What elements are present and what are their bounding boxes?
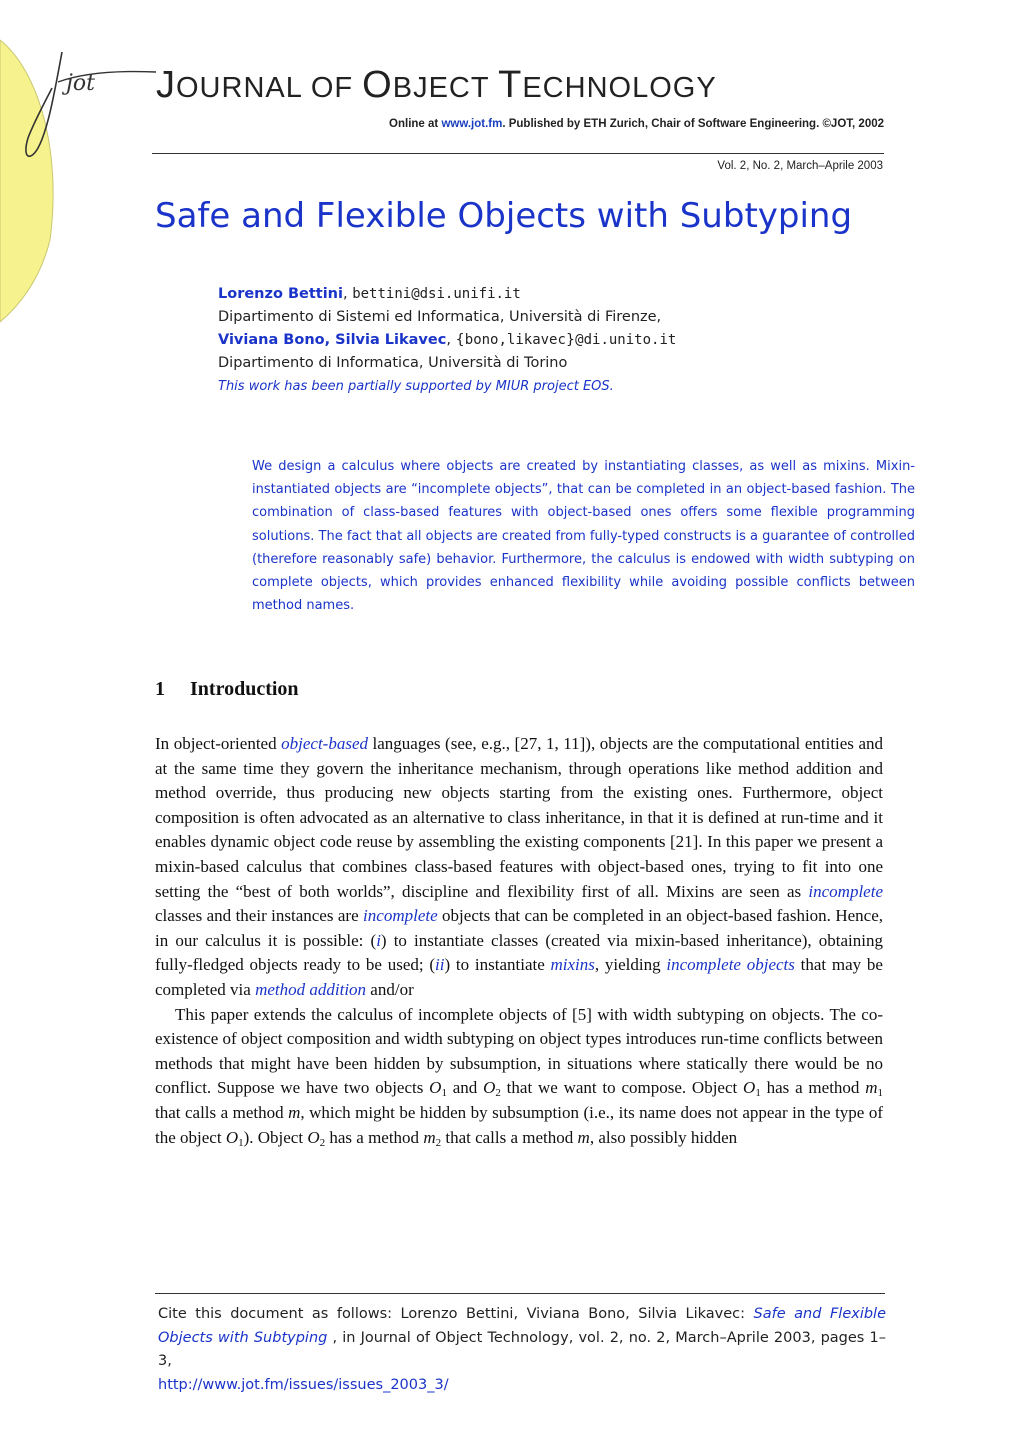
journal-title-bject: BJECT bbox=[392, 72, 499, 104]
journal-subtitle bbox=[314, 118, 884, 130]
volume-info: Vol. 2, No. 2, March–Aprile 2003 bbox=[717, 160, 883, 172]
text-run: languages (see, e.g., [27, 1, 11]), objects are the computational entities and at the same time they govern the inheritance mechanism, through operations like method addition and method override, thus producing new objects starting from the existing ones. Furthermore, object composition is often advocated as an alternative to class inheritance, in that it is defined at run-time and it enables dynamic object code reuse by assembling the existing components [21]. In this paper we present a mixin-based calculus that combines class-based features with object-based ones, trying to fit into one setting the “best of both worlds”, discipline and flexibility first of all. Mixins are seen as bbox=[155, 734, 884, 901]
citation-block bbox=[158, 1303, 886, 1397]
text-run: and bbox=[446, 1078, 484, 1098]
math-sub: 2 bbox=[495, 1087, 501, 1100]
text-run: that calls a method bbox=[155, 1102, 289, 1122]
math-sub: 1 bbox=[755, 1087, 761, 1100]
emphasis: i bbox=[376, 930, 381, 950]
emphasis: incomplete bbox=[363, 906, 438, 926]
text-run: has a method bbox=[760, 1078, 866, 1098]
cite-suffix: , in Journal of Object Technology, vol. 2, no. 2, March–Aprile 2003, pages 1–3, bbox=[158, 1329, 886, 1369]
emphasis: incomplete objects bbox=[666, 955, 795, 975]
math-sub: 2 bbox=[435, 1136, 442, 1149]
text-run: that calls a method bbox=[441, 1127, 578, 1147]
math-var: O bbox=[483, 1078, 496, 1098]
math-var: O bbox=[429, 1078, 442, 1098]
math-sub: 1 bbox=[441, 1087, 447, 1100]
math-sub: 1 bbox=[238, 1136, 244, 1149]
math-var: m bbox=[288, 1102, 301, 1122]
journal-sub-prefix: Online at bbox=[389, 118, 442, 130]
journal-site-link[interactable]: www.jot.fm bbox=[441, 118, 503, 130]
abstract: We design a calculus where objects are created by instantiating classes, as well as mixins. Mixin-instantiated objects are “incomplete objects”, that can be completed in an object-based fashion. The combination of class-based features with object-based ones offers some flexible programming solutions. The fact that all objects are created from fully-typed constructs is a guarantee of controlled (therefore reasonably safe) behavior. Furthermore, the calculus is endowed with width subtyping on complete objects, which provides enhanced flexibility while avoiding possible conflicts between method names. bbox=[252, 459, 915, 614]
text-run: In object-oriented bbox=[155, 734, 282, 753]
math-sub: 2 bbox=[319, 1136, 326, 1149]
body-text bbox=[155, 732, 883, 1150]
text-run: This paper extends the calculus of incomplete objects of [5] with width subtyping on objects. The co-existence of object composition and width subtyping on object types introduces run-time conflicts between methods that might have been hidden by subsumption, in situations where statically there would be no conflict. Suppose we have two objects bbox=[155, 1004, 883, 1098]
logo-yellow-crescent bbox=[0, 40, 53, 322]
author-block bbox=[218, 283, 878, 398]
journal-title-o: O bbox=[362, 64, 393, 106]
math-var: m bbox=[865, 1078, 878, 1098]
journal-title bbox=[156, 64, 886, 107]
author23-brace-close: } bbox=[565, 332, 576, 348]
math-var: m bbox=[577, 1127, 590, 1147]
math-sub: 1 bbox=[877, 1087, 884, 1100]
affiliation1: Dipartimento di Sistemi ed Informatica, Università di Firenze, bbox=[218, 309, 662, 325]
logo-text: jot bbox=[66, 71, 95, 96]
emphasis: mixins bbox=[550, 955, 595, 975]
journal-title-j: J bbox=[156, 64, 176, 106]
journal-title-t: T bbox=[498, 64, 523, 106]
journal-title-ournal: OURNAL OF bbox=[176, 72, 363, 104]
text-run: ). Object bbox=[243, 1127, 308, 1147]
funding-note: This work has been partially supported by MIUR project EOS. bbox=[218, 379, 614, 394]
emphasis: object-based bbox=[281, 734, 368, 753]
author1-line: Lorenzo Bettini, bettini@dsi.unifi.it bbox=[218, 286, 521, 302]
author1-email: bettini@dsi.unifi.it bbox=[352, 286, 521, 302]
author23-brace-open: { bbox=[455, 332, 465, 348]
cite-prefix: Cite this document as follows: Lorenzo Bettini, Viviana Bono, Silvia Likavec: bbox=[158, 1306, 754, 1322]
section-number: 1 bbox=[155, 678, 165, 700]
cite-title: Safe and Flexible Objects with Subtyping bbox=[158, 1306, 887, 1346]
text-run: that we want to compose. Object bbox=[500, 1078, 744, 1098]
footer-divider bbox=[155, 1293, 885, 1294]
affiliation2: Dipartimento di Informatica, Università di Torino bbox=[218, 355, 568, 371]
math-var: O bbox=[743, 1078, 756, 1098]
text-run: objects that can be completed in an object-based fashion. Hence, in our calculus it is possible: ( bbox=[155, 906, 883, 950]
text-run: ) to instantiate bbox=[444, 955, 551, 975]
math-var: O bbox=[225, 1127, 239, 1147]
author1-name: Lorenzo Bettini bbox=[218, 286, 343, 302]
text-run: has a method bbox=[325, 1127, 424, 1147]
journal-sub-suffix: . Published by ETH Zurich, Chair of Software Engineering. ©JOT, 2002 bbox=[502, 118, 884, 130]
text-run: , which might be hidden by subsumption (i.e., its name does not appear in the type of the object bbox=[155, 1102, 883, 1147]
text-run: , yielding bbox=[594, 955, 667, 975]
math-var: O bbox=[307, 1127, 320, 1147]
paragraph-2 bbox=[155, 1003, 883, 1151]
header-divider bbox=[152, 153, 884, 154]
author23-line: Viviana Bono, Silvia Likavec, {bono,likavec}@di.unito.it bbox=[218, 332, 677, 348]
text-run: that may be completed via bbox=[155, 955, 883, 999]
author23-email-users: bono,likavec bbox=[464, 332, 566, 348]
author23-email-domain: @di.unito.it bbox=[575, 332, 677, 348]
paper-title: Safe and Flexible Objects with Subtyping bbox=[155, 196, 853, 236]
emphasis: method addition bbox=[255, 979, 367, 999]
text-run: and/or bbox=[366, 979, 414, 999]
math-var: m bbox=[423, 1127, 436, 1147]
emphasis: ii bbox=[435, 955, 445, 975]
section-title: Introduction bbox=[190, 678, 299, 700]
paragraph-1 bbox=[155, 732, 883, 1003]
journal-title-echnology: ECHNOLOGY bbox=[522, 72, 717, 104]
cite-url-link[interactable]: http://www.jot.fm/issues/issues_2003_3/ bbox=[158, 1376, 449, 1393]
section-heading bbox=[155, 678, 655, 701]
text-run: , also possibly hidden bbox=[589, 1127, 738, 1147]
author23-names: Viviana Bono, Silvia Likavec bbox=[218, 332, 447, 348]
text-run: ) to instantiate classes (created via mixin-based inheritance), obtaining fully-fledged objects ready to be used; ( bbox=[155, 930, 883, 975]
emphasis: incomplete bbox=[808, 881, 883, 901]
jot-logo bbox=[0, 30, 160, 330]
text-run: classes and their instances are bbox=[155, 906, 364, 926]
